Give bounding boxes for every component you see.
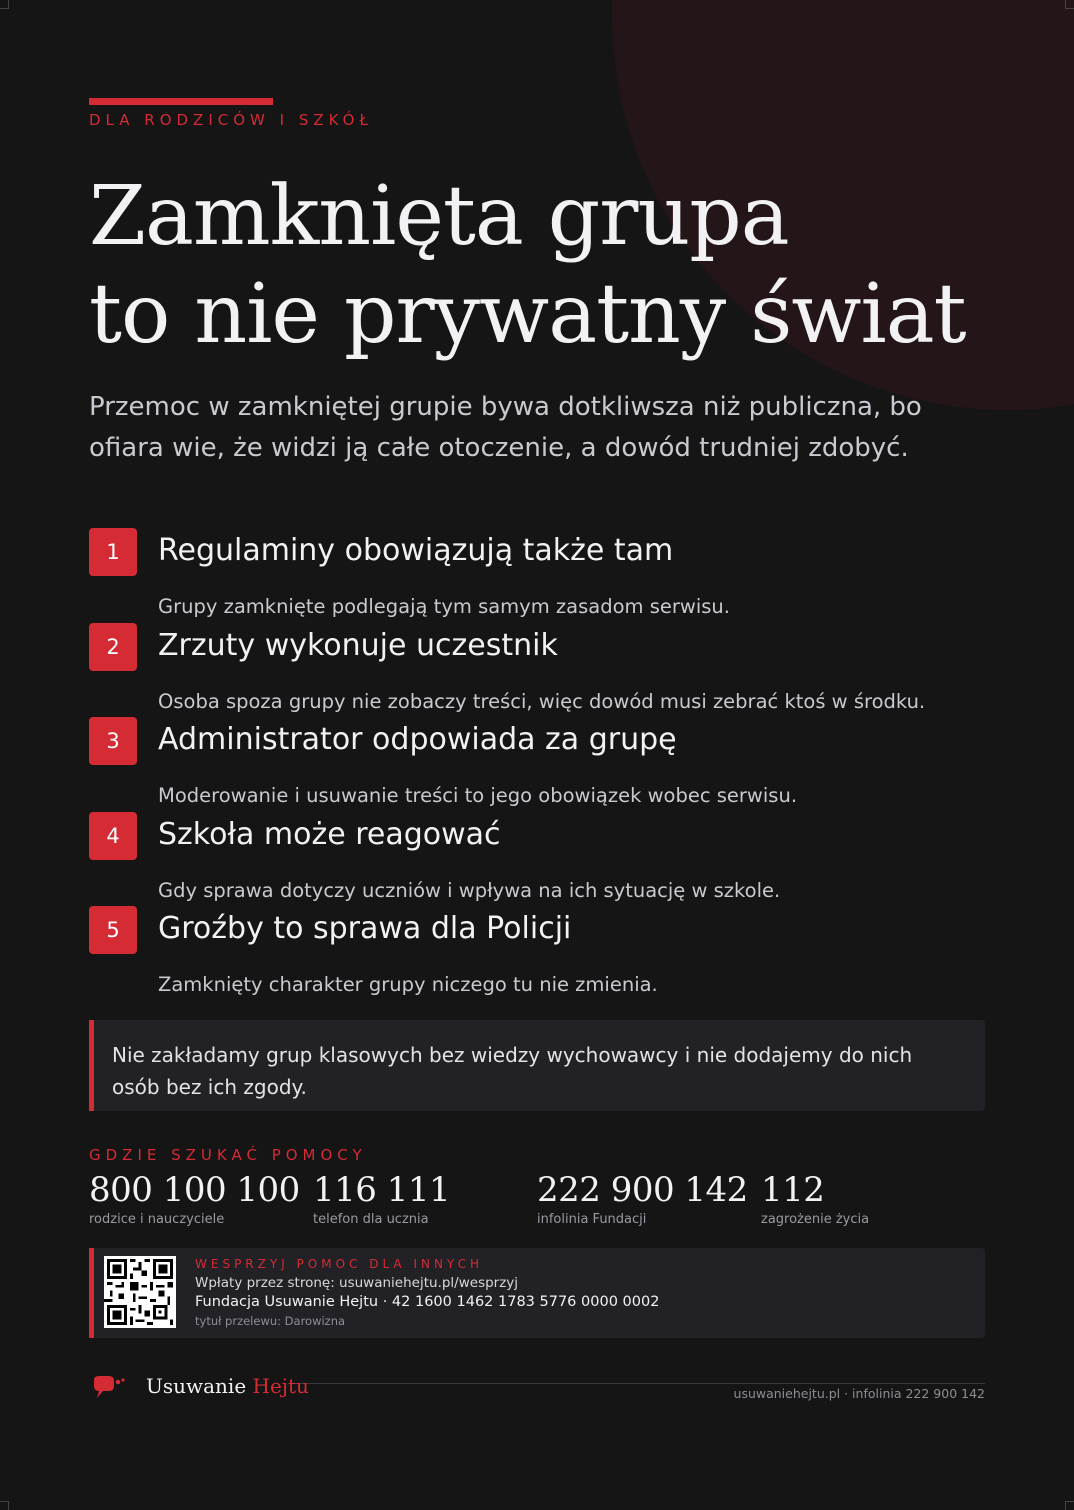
note-text: Nie zakładamy grup klasowych bez wiedzy wychowawcy i nie dodajemy do nich osób bez ich zgody.: [112, 1043, 913, 1099]
list-item: [89, 528, 989, 623]
help-item: [89, 1168, 300, 1228]
point-description: Gdy sprawa dotyczy uczniów i wpływa na ich sytuację w szkole.: [158, 878, 781, 902]
help-item: [313, 1168, 450, 1228]
point-description: Zamknięty charakter grupy niczego tu nie zmienia.: [158, 973, 658, 996]
eyebrow-label: DLA RODZICÓW I SZKÓŁ: [89, 111, 373, 129]
point-description: Grupy zamknięte podlegają tym samym zasadom serwisu.: [158, 595, 730, 618]
point-description: Moderowanie i usuwanie treści to jego obowiązek wobec serwisu.: [158, 784, 798, 807]
help-item: [537, 1168, 748, 1228]
help-phone-label: infolinia Fundacji: [537, 1212, 647, 1227]
point-number-badge: 5: [89, 906, 137, 954]
point-title: Szkoła może reagować: [158, 816, 501, 852]
help-item: [761, 1168, 869, 1228]
support-bank-account: Fundacja Usuwanie Hejtu · 42 1600 1462 1783 5776 0000 0002: [195, 1294, 660, 1310]
point-number-badge: 3: [89, 717, 137, 765]
point-title: Zrzuty wykonuje uczestnik: [158, 627, 558, 663]
point-number-badge: 2: [89, 623, 137, 671]
help-phone-label: rodzice i nauczyciele: [89, 1212, 225, 1227]
points-list: [89, 528, 989, 1001]
accent-bar: [89, 98, 273, 105]
page-title: [89, 168, 1049, 364]
qr-code-graphic: [104, 1256, 176, 1328]
support-transfer-title: tytuł przelewu: Darowizna: [195, 1314, 346, 1328]
help-phone-number: 116 111: [313, 1170, 451, 1210]
lead-paragraph: Przemoc w zamkniętej grupie bywa dotkliwsza niż publiczna, bo ofiara wie, że widzi ją całe otoczenie, a dowód trudniej zdobyć.: [89, 392, 922, 463]
point-title: Groźby to sprawa dla Policji: [158, 911, 572, 946]
logo-word-accent: Hejtu: [252, 1374, 309, 1398]
help-phone-label: telefon dla ucznia: [313, 1212, 429, 1227]
point-title: Regulaminy obowiązują także tam: [158, 533, 674, 568]
footer-divider: [292, 1383, 985, 1384]
list-item: [89, 812, 989, 907]
title-line-1: Zamknięta grupa: [89, 169, 789, 264]
help-phone-label: zagrożenie życia: [761, 1212, 870, 1227]
support-donation-link[interactable]: Wpłaty przez stronę: usuwaniehejtu.pl/wesprzyj: [195, 1275, 519, 1291]
crop-mark: [0, 0, 9, 9]
support-title: WESPRZYJ POMOC DLA INNYCH: [195, 1257, 484, 1271]
help-phone-number: 800 100 100: [89, 1170, 300, 1210]
support-box: [89, 1248, 985, 1338]
crop-mark: [0, 1501, 9, 1510]
logo-word-main: Usuwanie: [146, 1374, 247, 1398]
note-callout: [89, 1020, 985, 1111]
speech-bubble-logo-icon: [92, 1375, 126, 1401]
title-line-2: to nie prywatny świat: [89, 267, 966, 362]
footer-contact: usuwaniehejtu.pl · infolinia 222 900 142: [733, 1386, 985, 1401]
help-section-title: GDZIE SZUKAĆ POMOCY: [89, 1146, 367, 1164]
point-title: Administrator odpowiada za grupę: [158, 722, 677, 757]
help-numbers: [89, 1168, 985, 1228]
brand-logo: [146, 1374, 309, 1398]
help-phone-number: 112: [761, 1170, 825, 1210]
list-item: [89, 623, 989, 718]
point-number-badge: 4: [89, 812, 137, 860]
list-item: [89, 717, 989, 812]
help-phone-number: 222 900 142: [537, 1170, 748, 1210]
crop-mark: [1065, 1501, 1074, 1510]
crop-mark: [1065, 0, 1074, 9]
list-item: [89, 906, 989, 1001]
qr-code[interactable]: [104, 1256, 176, 1328]
point-description: Osoba spoza grupy nie zobaczy treści, więc dowód musi zebrać ktoś w środku.: [158, 689, 926, 713]
point-number-badge: 1: [89, 528, 137, 576]
